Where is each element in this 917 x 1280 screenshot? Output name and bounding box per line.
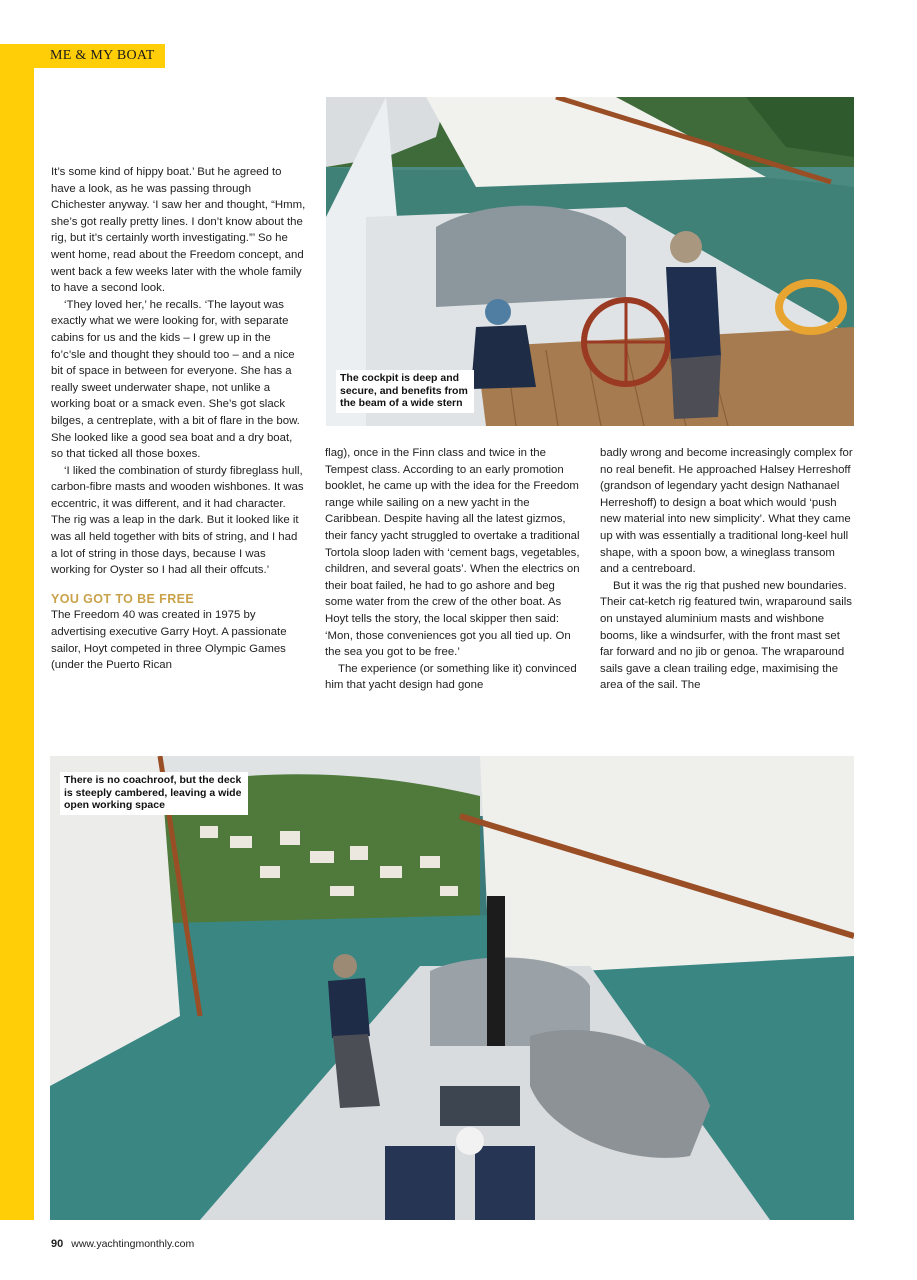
deck-photo [50,756,854,1220]
paragraph: It’s some kind of hippy boat.’ But he agreed to have a look, as he was passing through Chichester anyway. ‘I saw her and thought, “Hmm, she’s got really pretty lines. I don’t know about the rig, but it’s certainly worth investigating.”’ So he went home, read about the Freedom concept, and went back a few weeks later with the whole family to have a second look. [51,166,306,295]
page-footer [51,1238,194,1250]
paragraph: ‘I liked the combination of sturdy fibreglass hull, carbon-fibre masts and wooden wishbones. It was eccentric, it was different, and it had character. The rig was a leap in the dark. But it looked like it was all held together with bits of string, and I had a lot of string in those days, because I was working for Oyster so I had all their offcuts.’ [51,464,304,577]
website-url: www.yachtingmonthly.com [71,1238,195,1250]
paragraph: The experience (or something like it) convinced him that yacht design had gone [325,662,577,692]
article-column-3 [600,445,855,694]
deck-photo-caption: There is no coachroof, but the deck is steeply cambered, leaving a wide open working space [60,772,248,815]
cockpit-photo-caption: The cockpit is deep and secure, and benefits from the beam of a wide stern [336,370,474,413]
paragraph: The Freedom 40 was created in 1975 by advertising executive Garry Hoyt. A passionate sailor, Hoyt competed in three Olympic Games (under the Puerto Rican [51,609,287,672]
subheading: YOU GOT TO BE FREE [51,591,195,606]
paragraph: badly wrong and become increasingly complex for no real benefit. He approached Halsey Herreshoff (grandson of legendary yacht design Nathanael Herreshoff) to design a boat which would ‘push new material into new simplicity’. What they came up with was essentially a traditional long-keel hull shape, with a spoon bow, a wineglass transom and a centreboard. [600,447,853,576]
article-column-2 [325,445,580,694]
page-number: 90 [51,1238,64,1250]
paragraph: But it was the rig that pushed new boundaries. Their cat-ketch rig featured twin, wraparound sails on unstayed aluminium masts and wishbone booms, like a windsurfer, with the front mast set far forward and no jib or genoa. The wraparound sails gave a clean trailing edge, maximising the area of the sail. The [600,579,852,692]
yellow-margin-bar [0,44,34,1220]
deck-illustration [50,756,854,1220]
paragraph: ‘They loved her,’ he recalls. ‘The layout was exactly what we were looking for, with separate cabins for us and the kids – I grew up in the fo’c’sle and thought they should too – and a nice bit of space in between for everyone. She has a really sweet underwater shape, not unlike a working boat or a smack even. She’s got slack bilges, a centreplate, with a bit of flare in the bow. She looked like a good sea boat and a dry boat, so that ticked all those boxes. [51,298,300,461]
section-tag: ME & MY BOAT [34,44,165,68]
article-column-1 [51,164,306,674]
paragraph: flag), once in the Finn class and twice in the Tempest class. According to an early promotion booklet, he came up with the idea for the Freedom range while sailing on a new yacht in the Caribbean. Despite having all the latest gizmos, their fancy yacht struggled to overtake a traditional Tortola sloop laden with ‘cement bags, vegetables, children, and several goats’. When the electrics on their boat failed, he had to go ashore and beg some water from the crew of the other boat. As Hoyt tells the story, the local skipper then said: ‘Mon, those conveniences got you all tied up. On the sea you got to be free.’ [325,447,580,659]
